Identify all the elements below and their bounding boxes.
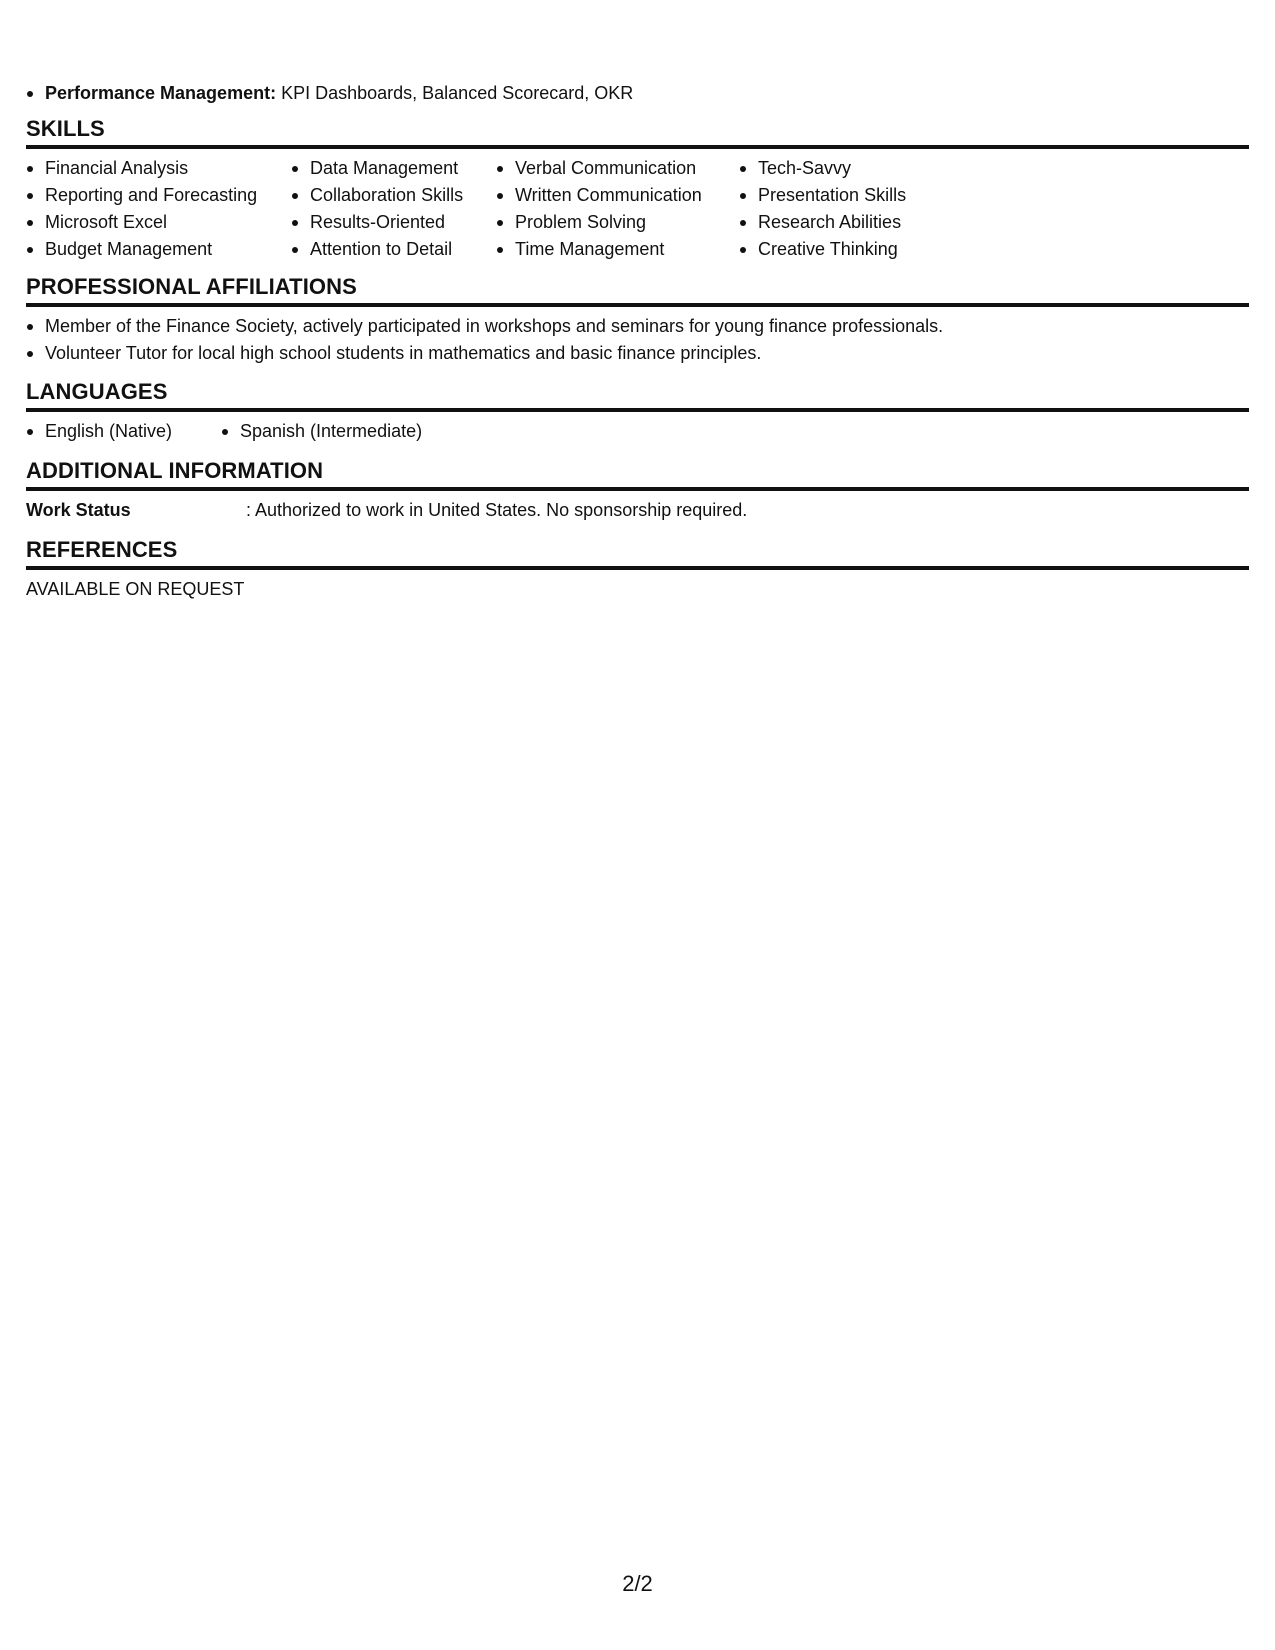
skill-item: Presentation Skills [739, 182, 939, 209]
skill-item: Creative Thinking [739, 236, 939, 263]
page-number: 2/2 [622, 1571, 653, 1596]
skill-item: Budget Management [26, 236, 291, 263]
affiliation-item: Member of the Finance Society, actively participated in workshops and seminars for young finance professionals. [26, 313, 1249, 340]
additional-information-section [26, 457, 1249, 523]
languages-section [26, 378, 1249, 445]
skill-item: Written Communication [496, 182, 739, 209]
skills-column-2 [291, 155, 496, 263]
skill-item: Problem Solving [496, 209, 739, 236]
resume-page [26, 0, 1249, 1650]
performance-management-label: Performance Management: [45, 83, 277, 103]
work-status-value: : Authorized to work in United States. No sponsorship required. [246, 500, 748, 520]
references-heading: REFERENCES [26, 537, 178, 562]
languages-heading: LANGUAGES [26, 379, 168, 404]
languages-list [26, 418, 1249, 445]
languages-rule [26, 408, 1249, 412]
skill-item: Microsoft Excel [26, 209, 291, 236]
skills-rule [26, 145, 1249, 149]
professional-affiliations-heading: PROFESSIONAL AFFILIATIONS [26, 274, 357, 299]
skill-item: Reporting and Forecasting [26, 182, 291, 209]
additional-information-heading: ADDITIONAL INFORMATION [26, 458, 324, 483]
skill-item: Collaboration Skills [291, 182, 496, 209]
language-item: Spanish (Intermediate) [221, 418, 460, 445]
work-status-label: Work Status [26, 500, 131, 520]
skills-column-4 [739, 155, 939, 263]
additional-information-rule [26, 487, 1249, 491]
professional-affiliations-rule [26, 303, 1249, 307]
skills-column-1 [26, 155, 291, 263]
skill-item: Attention to Detail [291, 236, 496, 263]
skill-item: Financial Analysis [26, 155, 291, 182]
skills-grid [26, 155, 1249, 263]
work-status-row [26, 497, 1249, 523]
affiliation-item: Volunteer Tutor for local high school students in mathematics and basic finance principles. [26, 340, 1249, 367]
performance-management-item [26, 80, 633, 107]
skills-column-3 [496, 155, 739, 263]
professional-affiliations-section [26, 273, 1249, 367]
skill-item: Tech-Savvy [739, 155, 939, 182]
skill-item: Research Abilities [739, 209, 939, 236]
performance-management-text: KPI Dashboards, Balanced Scorecard, OKR [276, 83, 634, 103]
skills-heading: SKILLS [26, 116, 105, 141]
skill-item: Results-Oriented [291, 209, 496, 236]
skill-item: Data Management [291, 155, 496, 182]
skills-section [26, 115, 1249, 263]
language-item: English (Native) [26, 418, 221, 445]
references-section [26, 536, 1249, 602]
skill-item: Verbal Communication [496, 155, 739, 182]
references-text: AVAILABLE ON REQUEST [26, 579, 245, 599]
skill-item: Time Management [496, 236, 739, 263]
references-rule [26, 566, 1249, 570]
